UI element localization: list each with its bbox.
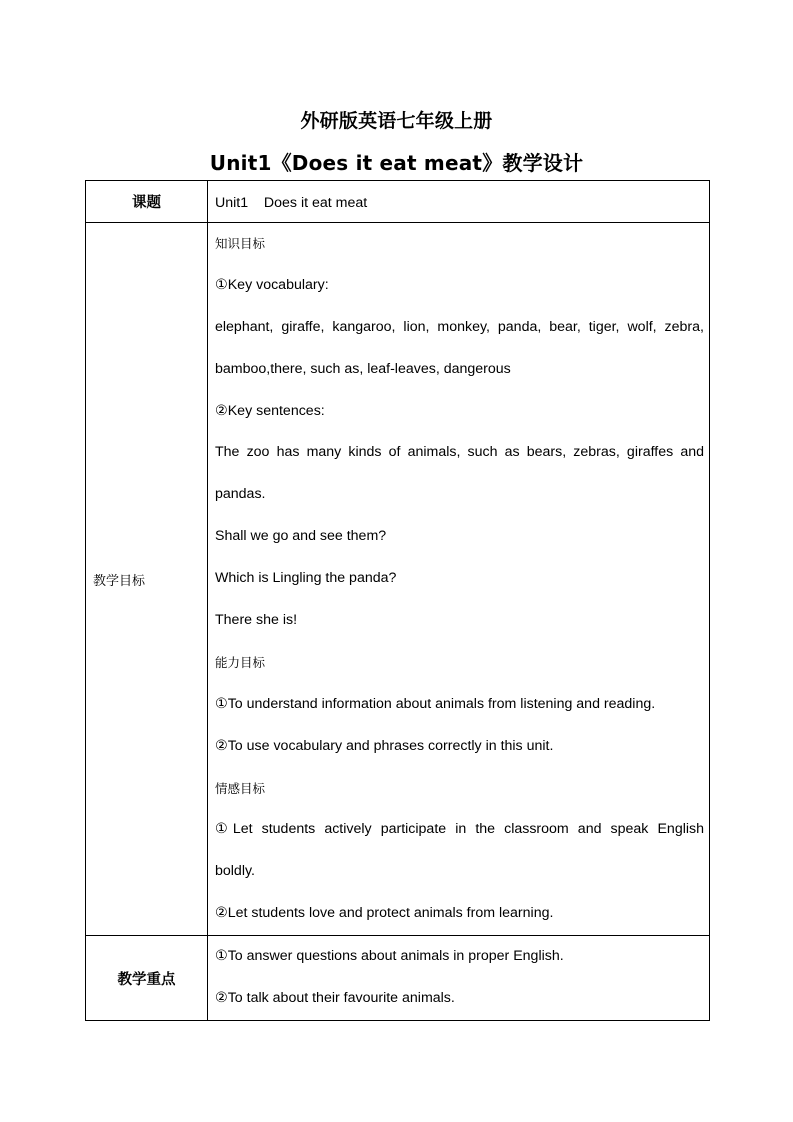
ability-item: ①To understand information about animals from listening and reading. [215,695,656,712]
key-points-content [208,936,710,1021]
lesson-plan-table [85,180,710,1021]
vocab-heading: ①Key vocabulary: [215,276,329,293]
emotion-item: ①Let students actively participate in the classroom and speak English [215,821,704,838]
ability-heading: 能力目标 [215,654,266,670]
document-subtitle: Unit1《Does it eat meat》教学设计 [209,151,584,175]
sentences-heading: ②Key sentences: [215,402,325,419]
key-point-item: ①To answer questions about animals in proper English. [215,948,564,965]
topic-value-cell [208,181,710,223]
sentence-line: Shall we go and see them? [215,528,387,545]
vocab-line: bamboo,there, such as, leaf-leaves, dangerous [215,360,511,377]
key-points-label: 教学重点 [86,936,208,1021]
document-title: 外研版英语七年级上册 [300,110,493,132]
emotion-item: boldly. [215,863,255,880]
objectives-label: 教学目标 [86,223,208,936]
knowledge-heading: 知识目标 [215,236,266,251]
ability-item: ②To use vocabulary and phrases correctly in this unit. [215,737,554,754]
objectives-row [86,223,710,936]
sentence-line: The zoo has many kinds of animals, such as bears, zebras, giraffes and [215,444,704,461]
sentence-line: Which is Lingling the panda? [215,570,397,587]
topic-value: Unit1 Does it eat meat [215,195,368,211]
key-points-row [86,936,710,1021]
objectives-content [208,223,710,936]
emotion-item: ②Let students love and protect animals from learning. [215,905,554,922]
vocab-line: elephant, giraffe, kangaroo, lion, monkey, panda, bear, tiger, wolf, zebra, [215,318,704,335]
key-point-item: ②To talk about their favourite animals. [215,990,455,1007]
topic-label: 课题 [86,181,208,223]
emotion-heading: 情感目标 [215,780,266,796]
sentence-line: There she is! [215,612,298,629]
sentence-line: pandas. [215,486,266,503]
topic-row [86,181,710,223]
